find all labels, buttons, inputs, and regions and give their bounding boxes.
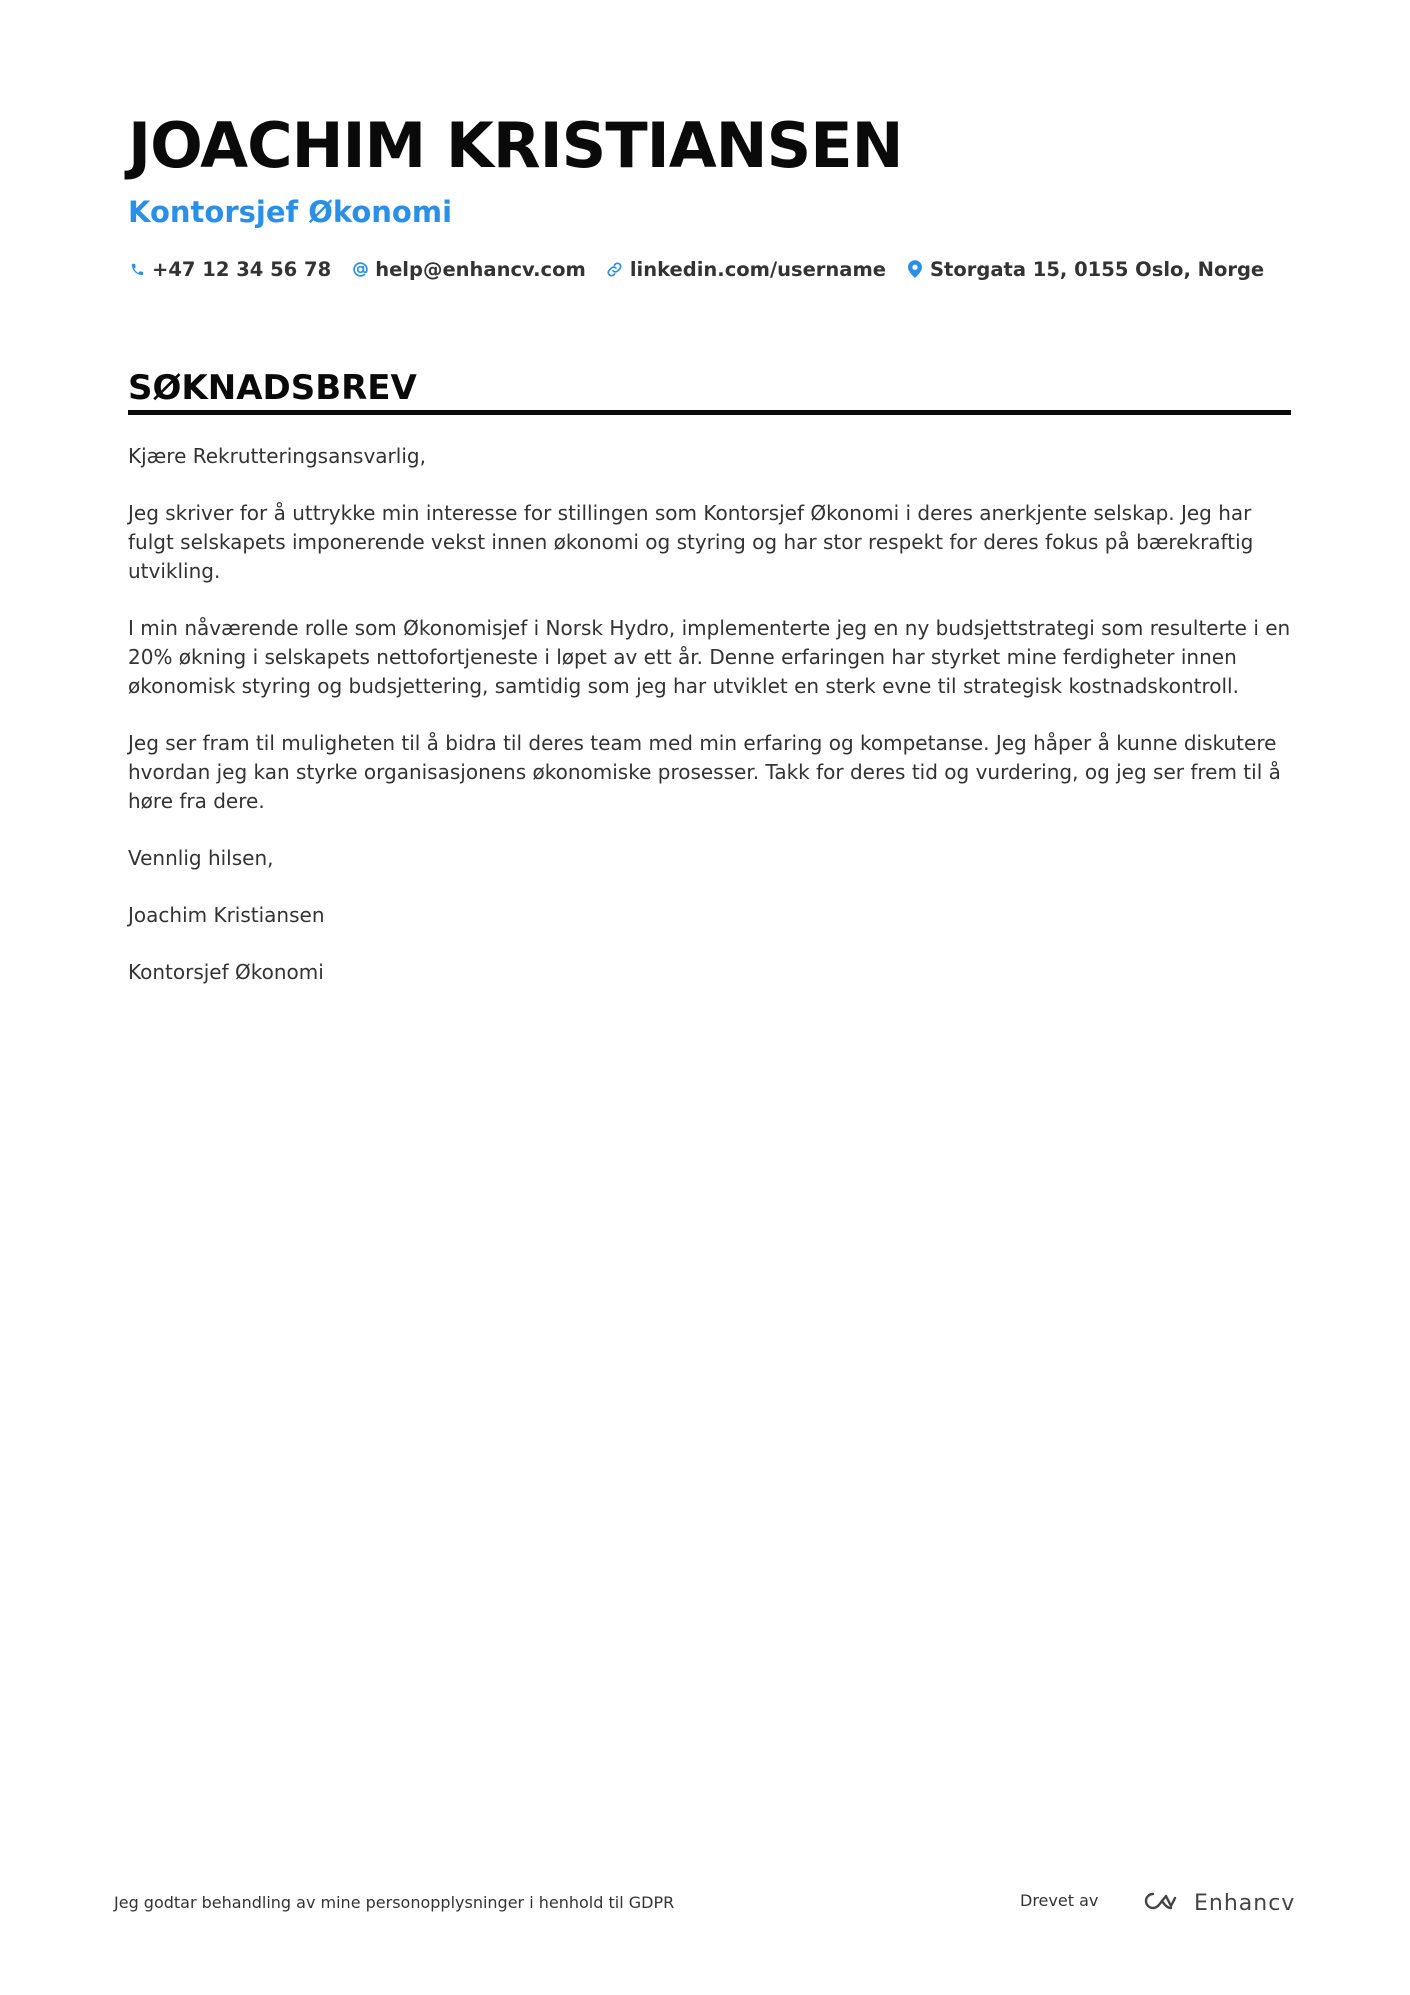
section-divider — [128, 410, 1291, 415]
contact-row — [128, 254, 1284, 284]
letter-greeting: Kjære Rekrutteringsansvarlig, — [128, 444, 426, 468]
at-icon — [351, 259, 369, 279]
contact-email[interactable] — [351, 258, 586, 281]
letter-closing: Vennlig hilsen, — [128, 846, 274, 870]
contact-phone-text: +47 12 34 56 78 — [152, 257, 332, 281]
contact-email-text: help@enhancv.com — [375, 257, 586, 281]
letter-paragraph: I min nåværende rolle som Økonomisjef i Norsk Hydro, implementerte jeg en ny budsjettstrategi som resulterte i en 20% økning i selskapets nettofortjeneste i løpet av ett år. Denne erfaringen har styrket mine ferdigheter innen økonomisk styring og budsjettering, samtidig som jeg har utviklet en sterk evne til strategisk kostnadskontroll. — [128, 616, 1291, 698]
contact-phone — [128, 258, 331, 281]
phone-icon — [128, 259, 146, 279]
enhancv-logo[interactable] — [1140, 1885, 1295, 1921]
page-footer — [0, 1885, 1410, 1925]
enhancv-logo-icon — [1140, 1889, 1186, 1918]
contact-linkedin[interactable] — [606, 258, 886, 281]
applicant-name: JOACHIM KRISTIANSEN — [128, 109, 903, 182]
applicant-role: Kontorsjef Økonomi — [128, 195, 453, 229]
letter-paragraph: Jeg skriver for å uttrykke min interesse for stillingen som Kontorsjef Økonomi i deres anerkjente selskap. Jeg har fulgt selskapets imponerende vekst innen økonomi og styring og har stor respekt for deres fokus på bærekraftig utvikling. — [128, 501, 1254, 583]
link-icon — [606, 259, 624, 279]
signature-name: Joachim Kristiansen — [128, 903, 325, 927]
gdpr-consent-text: Jeg godtar behandling av mine personopplysninger i henhold til GDPR — [114, 1893, 675, 1912]
enhancv-logo-text: Enhancv — [1194, 1890, 1296, 1916]
section-title: SØKNADSBREV — [128, 368, 417, 408]
contact-address-text: Storgata 15, 0155 Oslo, Norge — [930, 257, 1265, 281]
contact-linkedin-text: linkedin.com/username — [629, 257, 887, 281]
letter-paragraph: Jeg ser fram til muligheten til å bidra til deres team med min erfaring og kompetanse. Jeg håper å kunne diskutere hvordan jeg kan styrke organisasjonens økonomiske prosesser. Takk for deres tid og vurdering, og jeg ser frem til å høre fra dere. — [128, 731, 1281, 813]
location-icon — [906, 259, 924, 279]
powered-by-label: Drevet av — [1020, 1891, 1099, 1910]
contact-address — [906, 258, 1264, 281]
signature-title: Kontorsjef Økonomi — [128, 960, 324, 984]
letter-body — [128, 442, 1291, 1015]
